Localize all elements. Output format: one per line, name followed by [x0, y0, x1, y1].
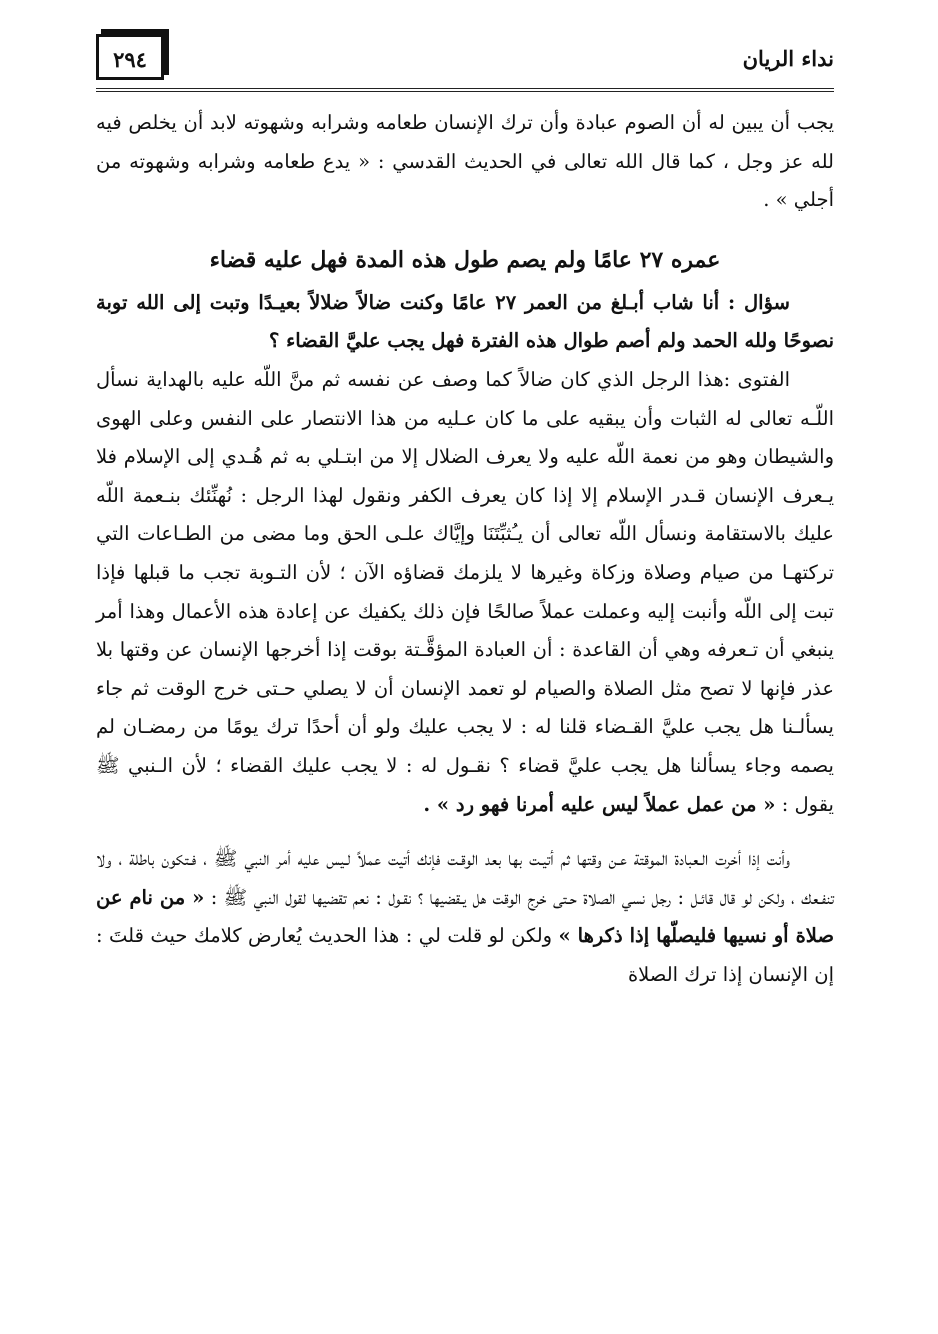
book-title: نداء الريان: [742, 46, 834, 71]
hadith-quote-1: « من عمل عملاً ليس عليه أمرنا فهو رد » .: [423, 792, 776, 816]
fatwa-paragraph: [96, 361, 834, 824]
header-divider: [96, 88, 834, 92]
intro-paragraph: يجب أن يبين له أن الصوم عبادة وأن ترك الإنسان طعامه وشرابه وشهوته لابد أن يخلص فيه لله عز وجل ، كما قال الله تعالى في الحديث القدسي : « يدع طعامه وشرابه وشهوته من أجلي » .: [96, 111, 834, 212]
page-number-box: [96, 34, 164, 80]
page-number: ٢٩٤: [113, 47, 147, 72]
hadith-quote-2: « من نام عن صلاة أو نسيها فليصلّها إذا ذكرها »: [96, 885, 834, 948]
second-paragraph-text-1: وأنت إذا أخرت الـعبادة الموقتة عـن وقتها ثم أتيـت بها بعد الوقـت فإنك أتيت عملاً لـيس عليه أمر النبي ﷺ ، فـتكون باطلة ، ولا تنفـعك ، ولكن لو قال قائـل : رجل نسي الصلاة حـتى خرج الوقت هل يـقضيها ؟ نقـول : نعم تقضيها لقول النبي ﷺ :: [96, 847, 835, 909]
fatwa-text: الفتوى :هذا الرجل الذي كان ضالاً كما وصف عن نفسه ثم منَّ اللّه عليه بالهداية نسأل اللّـه تعالى له الثبات وأن يبقيه على ما كان عـليه من هذا الانتصار على النفس وعلى الهوى والشيطان وهو من نعمة اللّه عليه ولا يعرف الضلال إلا من ابتـلي به ثم هُـدي إلى الإسلام فلا يـعرف الإنسان قـدر الإسلام إلا إذا كان يعرف الكفر ونقول لهذا الرجل : نُهنِّئك بنـعمة اللّه عليك بالاستقامة ونسأل اللّه تعالى أن يـُثبِّتَنَا وإيَّاك علـى الحق وما مضى من الطـاعات التي تركتهـا من صيام وصلاة وزكاة وغيرها لا يلزمك قضاؤه الآن ؛ لأن التـوبة تجب ما قبلها فإذا تبت إلى اللّه وأنبت إليه وعملت عملاً صالحًا فإن ذلك يكفيك عن إعادة هذه الأعمال وهذا أمر ينبغي أن تـعرفه وهي أن القاعدة : أن العبادة المؤقَّـتة بوقت إذا أخرجها الإنسان عن وقتها بلا عذر فإنها لا تصح مثل الصلاة والصيام لو تعمد الإنسان أن لا يصلي حـتى خرج الوقت ثم جاء يسألـنا هل يجب عليَّ القـضاء قلنا له : لا يجب عليك ولو أن أحدًا ترك يومًا من رمضـان لم يصمه وجاء يسألنا هل يجب عليَّ قضاء ؟ نقـول له : لا يجب عليك القضاء ؛ لأن الـنبي ﷺ يقول :: [96, 367, 834, 816]
page-header: [96, 34, 834, 94]
section-title: عمره ٢٧ عامًا ولم يصم طول هذه المدة فهل عليه قضاء: [209, 246, 721, 273]
question-paragraph: سؤال : أنا شاب أبـلغ من العمر ٢٧ عامًا وكنت ضالاً ضلالاً بعيـدًا وتبت إلى الله توبة نصوحًا ولله الحمد ولم أصم طوال هذه الفترة فهل يجب عليَّ القضاء ؟: [96, 290, 834, 353]
second-paragraph: [96, 840, 834, 994]
second-paragraph-text-2: ولكن لو قلت لي : هذا الحديث يُعارض كلامك حيث قلتَ : إن الإنسان إذا ترك الصلاة: [96, 924, 834, 986]
page-body: [96, 104, 834, 994]
